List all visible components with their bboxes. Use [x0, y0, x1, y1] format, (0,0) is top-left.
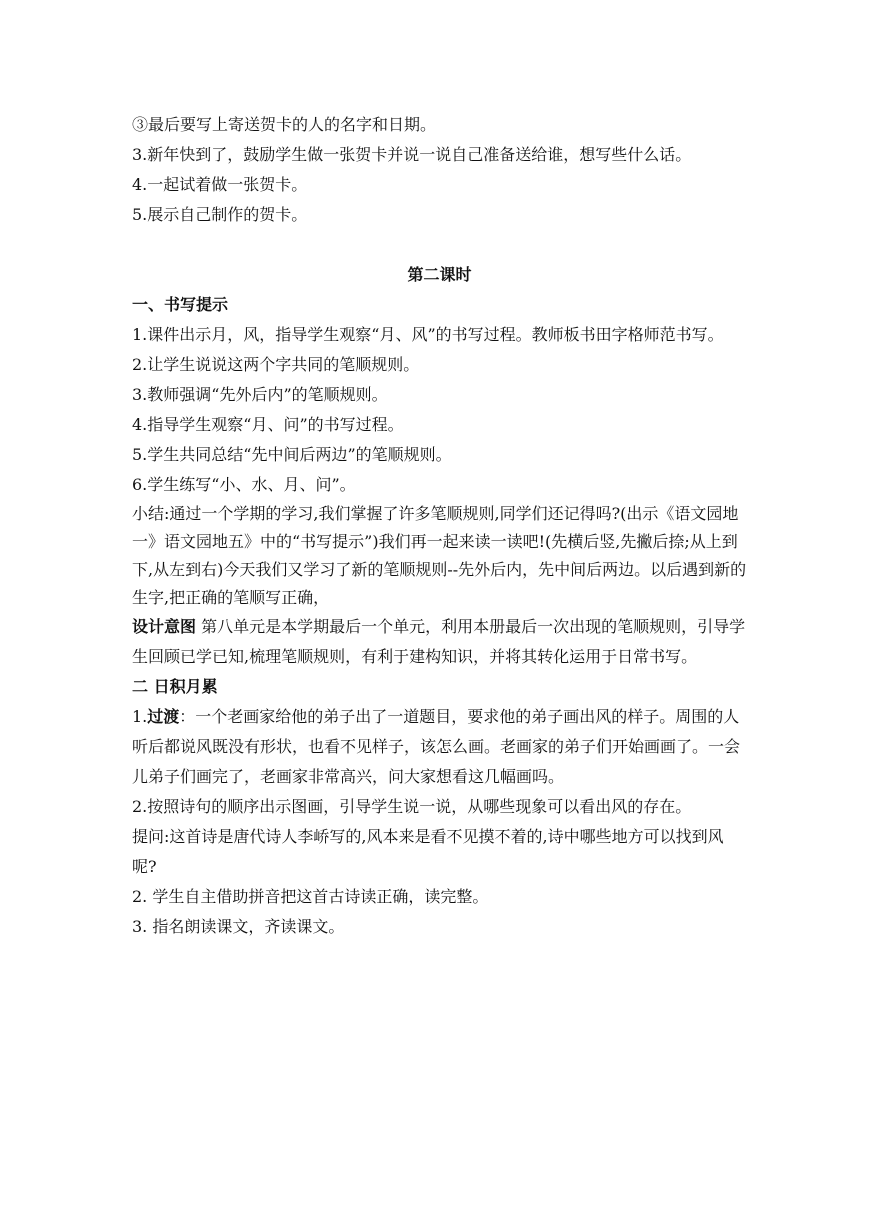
section-heading: 二 日积月累: [132, 677, 218, 696]
spacer: [132, 230, 747, 260]
list-item: 6.学生练写“小、水、月、问”。: [132, 475, 356, 494]
question-paragraph: 提问:这首诗是唐代诗人李峤写的,风本来是看不见摸不着的,诗中哪些地方可以找到风呢?: [132, 827, 724, 876]
document-page: [132, 110, 747, 942]
list-item: 4.指导学生观察“月、问”的书写过程。: [132, 415, 404, 434]
text-line: 5.展示自己制作的贺卡。: [132, 205, 308, 224]
list-item: 5.学生共同总结“先中间后两边”的笔顺规则。: [132, 445, 452, 464]
text-line: 4.一起试着做一张贺卡。: [132, 175, 308, 194]
list-item: 1.课件出示月，风，指导学生观察“月、风”的书写过程。教师板书田字格师范书写。: [132, 325, 724, 344]
item-number: 1.: [132, 707, 148, 726]
text-line: 3.新年快到了，鼓励学生做一张贺卡并说一说自己准备送给谁，想写些什么话。: [132, 145, 692, 164]
lesson-title: 第二课时: [407, 265, 472, 284]
transition-label: 过渡: [147, 707, 180, 726]
design-intent-text: 第八单元是本学期最后一个单元，利用本册最后一次出现的笔顺规则，引导学生回顾已学已知,梳理笔顺规则，有利于建构知识，并将其转化运用于日常书写。: [132, 617, 746, 666]
design-intent-paragraph: [132, 612, 747, 672]
text-line: ③最后要写上寄送贺卡的人的名字和日期。: [132, 115, 437, 134]
transition-text: ：一个老画家给他的弟子出了一道题目，要求他的弟子画出风的样子。周围的人听后都说风既没有形状，也看不见样子，该怎么画。老画家的弟子们开始画画了。一会儿弟子们画完了，老画家非常高兴，问大家想看这几幅画吗。: [132, 707, 741, 786]
section-heading: 一、书写提示: [132, 295, 229, 314]
transition-paragraph: [132, 702, 747, 792]
list-item: 3. 指名朗读课文，齐读课文。: [132, 917, 345, 936]
list-item: 2. 学生自主借助拼音把这首古诗读正确，读完整。: [132, 887, 489, 906]
list-item: 2.让学生说说这两个字共同的笔顺规则。: [132, 355, 420, 374]
summary-paragraph: 小结:通过一个学期的学习,我们掌握了许多笔顺规则,同学们还记得吗?(出示《语文园地一》语文园地五》中的“书写提示”)我们再一起来读一读吧!(先横后竖,先撇后捺;从上到下,从左到右)今天我们又学习了新的笔顺规则--先外后内，先中间后两边。以后遇到新的生字,把正确的笔顺写正确，: [132, 504, 747, 607]
list-item: 2.按照诗句的顺序出示图画，引导学生说一说，从哪些现象可以看出风的存在。: [132, 797, 692, 816]
list-item: 3.教师强调“先外后内”的笔顺规则。: [132, 385, 388, 404]
design-intent-label: 设计意图: [132, 617, 197, 636]
